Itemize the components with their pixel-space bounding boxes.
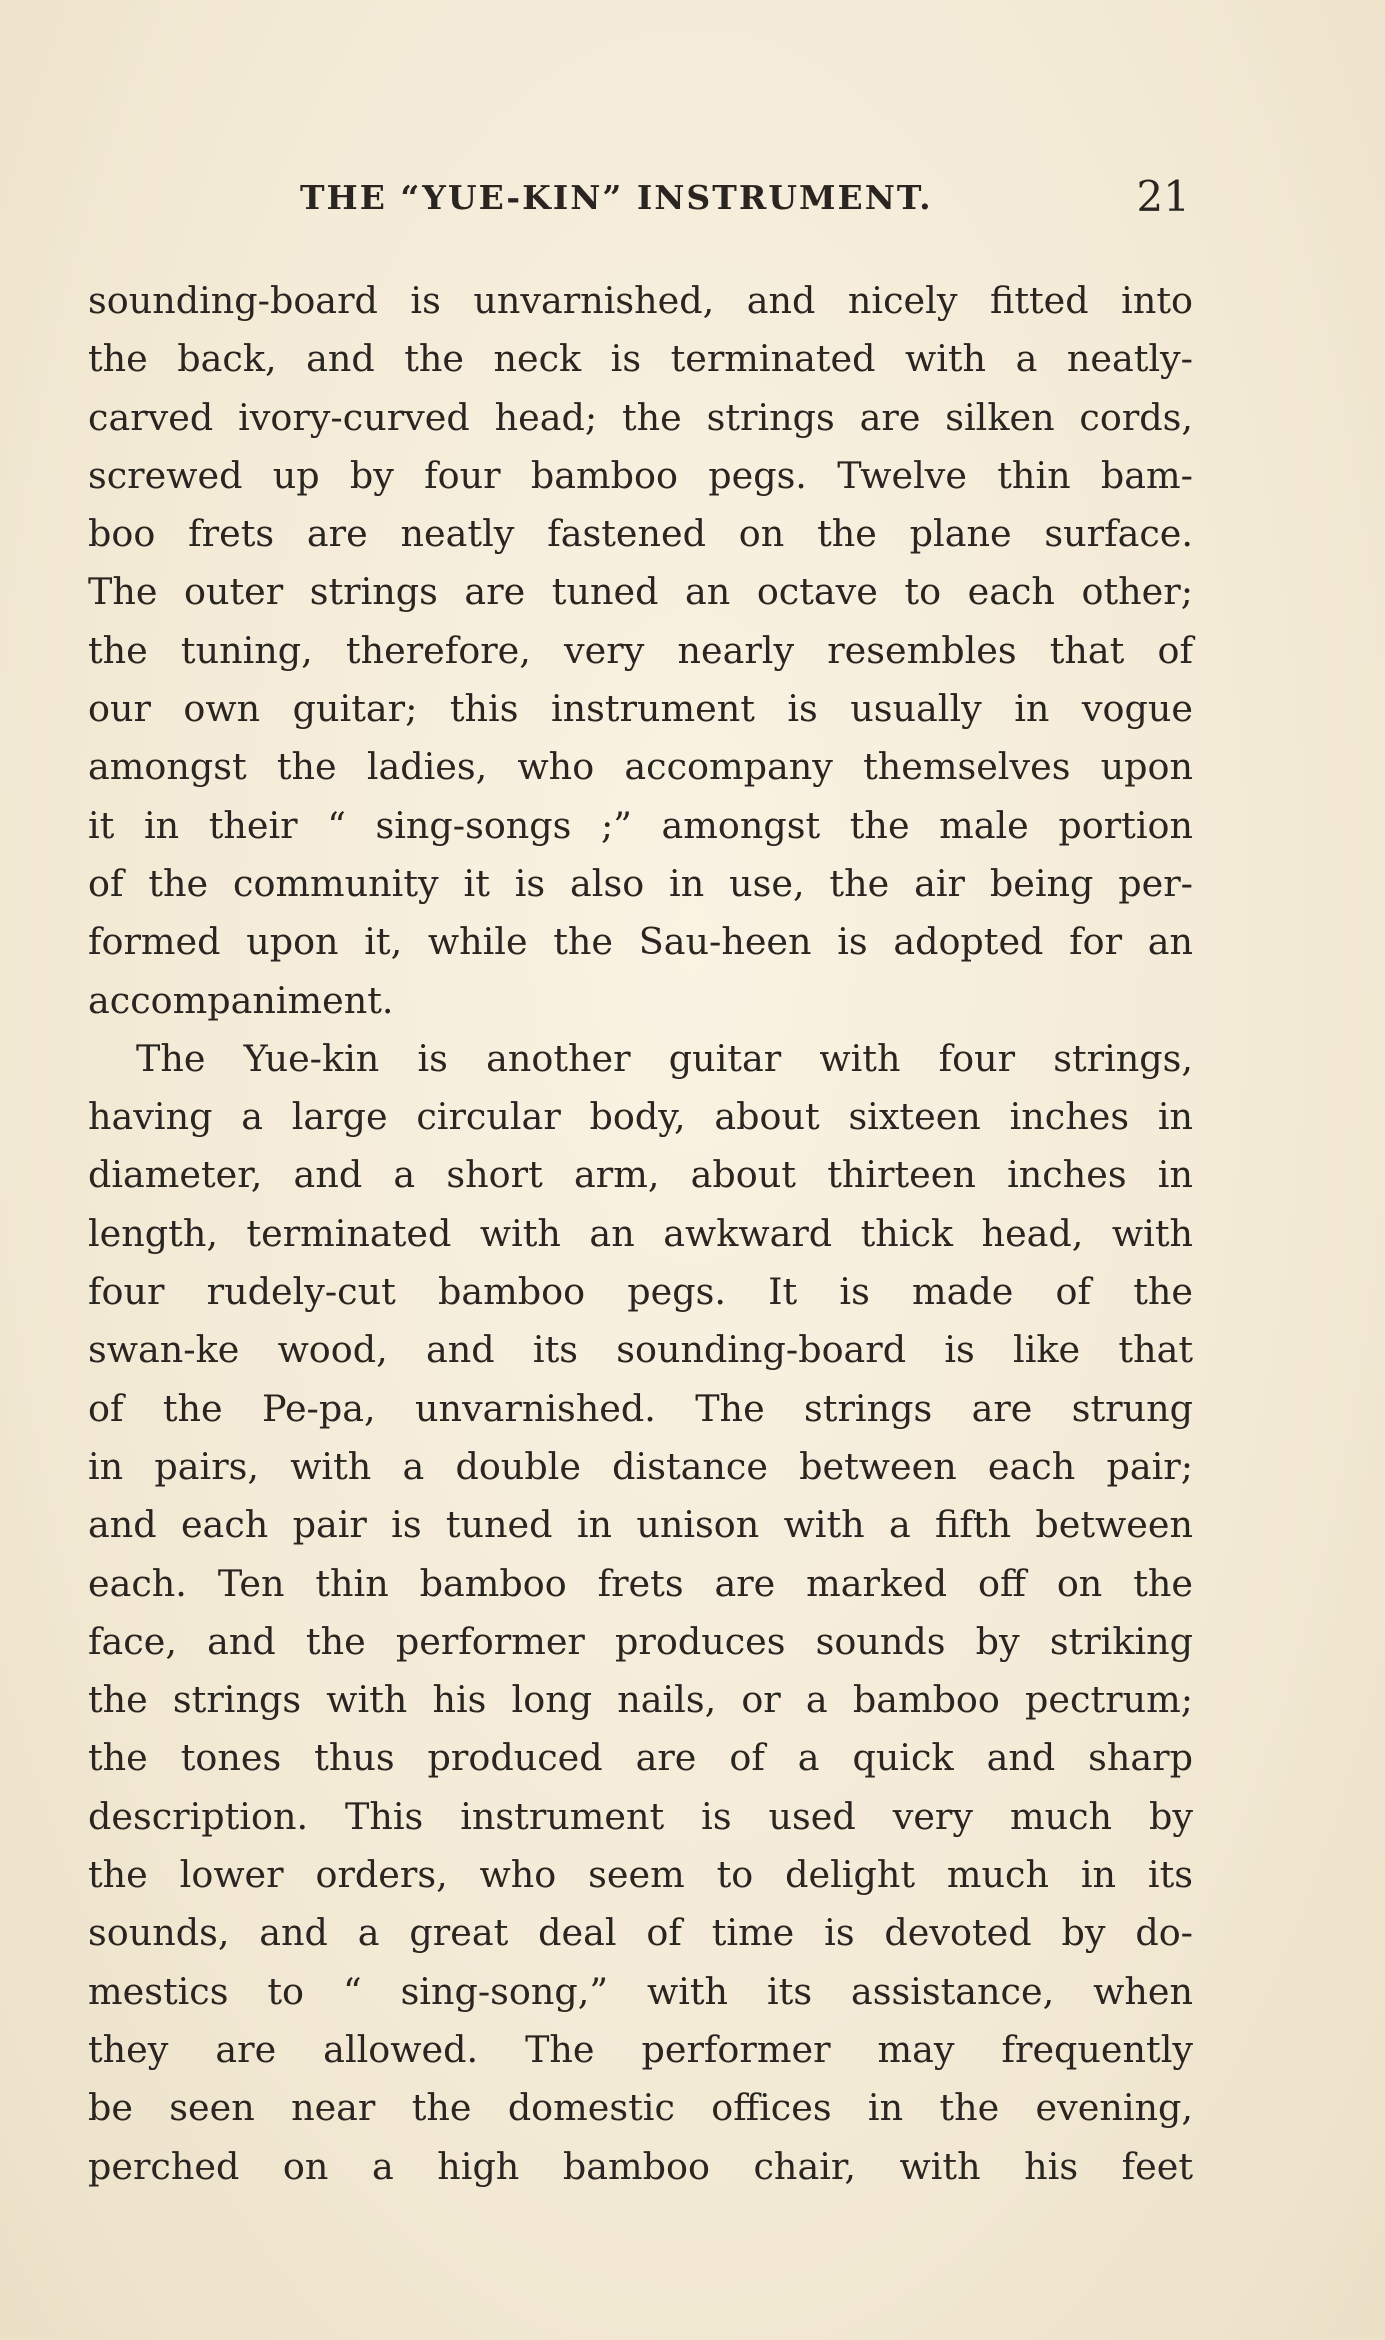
text-line: it in their “ sing-songs ;” amongst the male portion (88, 803, 1193, 847)
text-line: the back, and the neck is terminated with a neatly- (88, 337, 1193, 381)
text-line: screwed up by four bamboo pegs. Twelve thin bam- (88, 453, 1193, 497)
text-line: sounds, and a great deal of time is devoted by do- (88, 1911, 1193, 1955)
text-line: face, and the performer produces sounds by striking (88, 1619, 1193, 1663)
text-line: having a large circular body, about sixteen inches in (88, 1095, 1193, 1139)
text-line: in pairs, with a double distance between each pair; (88, 1444, 1193, 1488)
text-line: boo frets are neatly fastened on the plane surface. (88, 512, 1193, 556)
text-line: the strings with his long nails, or a bamboo pectrum; (88, 1678, 1193, 1722)
body-text (88, 272, 1193, 2196)
text-line: length, terminated with an awkward thick head, with (88, 1211, 1193, 1255)
text-line: sounding-board is unvarnished, and nicely fitted into (88, 279, 1193, 322)
text-line: amongst the ladies, who accompany themselves upon (88, 745, 1193, 789)
text-line: each. Ten thin bamboo frets are marked off on the (88, 1561, 1193, 1605)
text-line: be seen near the domestic offices in the evening, (88, 2086, 1193, 2130)
text-line: and each pair is tuned in unison with a fifth between (88, 1503, 1193, 1547)
text-line: they are allowed. The performer may frequently (88, 2027, 1193, 2071)
page-number: 21 (1136, 172, 1190, 221)
text-line: description. This instrument is used very much by (88, 1794, 1193, 1838)
text-line: diameter, and a short arm, about thirteen inches in (88, 1153, 1193, 1197)
text-line: of the Pe-pa, unvarnished. The strings are strung (88, 1386, 1193, 1430)
text-line: perched on a high bamboo chair, with his feet (88, 2144, 1193, 2188)
text-line: four rudely-cut bamboo pegs. It is made of the (88, 1270, 1193, 1314)
text-line: accompaniment. (88, 978, 394, 1022)
text-line: swan-ke wood, and its sounding-board is like that (88, 1328, 1193, 1372)
text-line: of the community it is also in use, the air being per- (88, 861, 1193, 905)
text-line: the lower orders, who seem to delight much in its (88, 1853, 1193, 1897)
running-head: THE “YUE-KIN” INSTRUMENT. (300, 178, 933, 217)
text-line: The outer strings are tuned an octave to each other; (88, 570, 1193, 614)
text-line: the tuning, therefore, very nearly resembles that of (88, 628, 1193, 672)
text-line: the tones thus produced are of a quick and sharp (88, 1736, 1193, 1780)
text-line: carved ivory-curved head; the strings are silken cords, (88, 395, 1193, 439)
text-line: mestics to “ sing-song,” with its assistance, when (88, 1969, 1193, 2013)
text-line: formed upon it, while the Sau-heen is adopted for an (88, 920, 1193, 964)
text-line: our own guitar; this instrument is usually in vogue (88, 687, 1193, 731)
page-header (300, 172, 1190, 228)
text-line: The Yue-kin is another guitar with four strings, (136, 1036, 1193, 1080)
